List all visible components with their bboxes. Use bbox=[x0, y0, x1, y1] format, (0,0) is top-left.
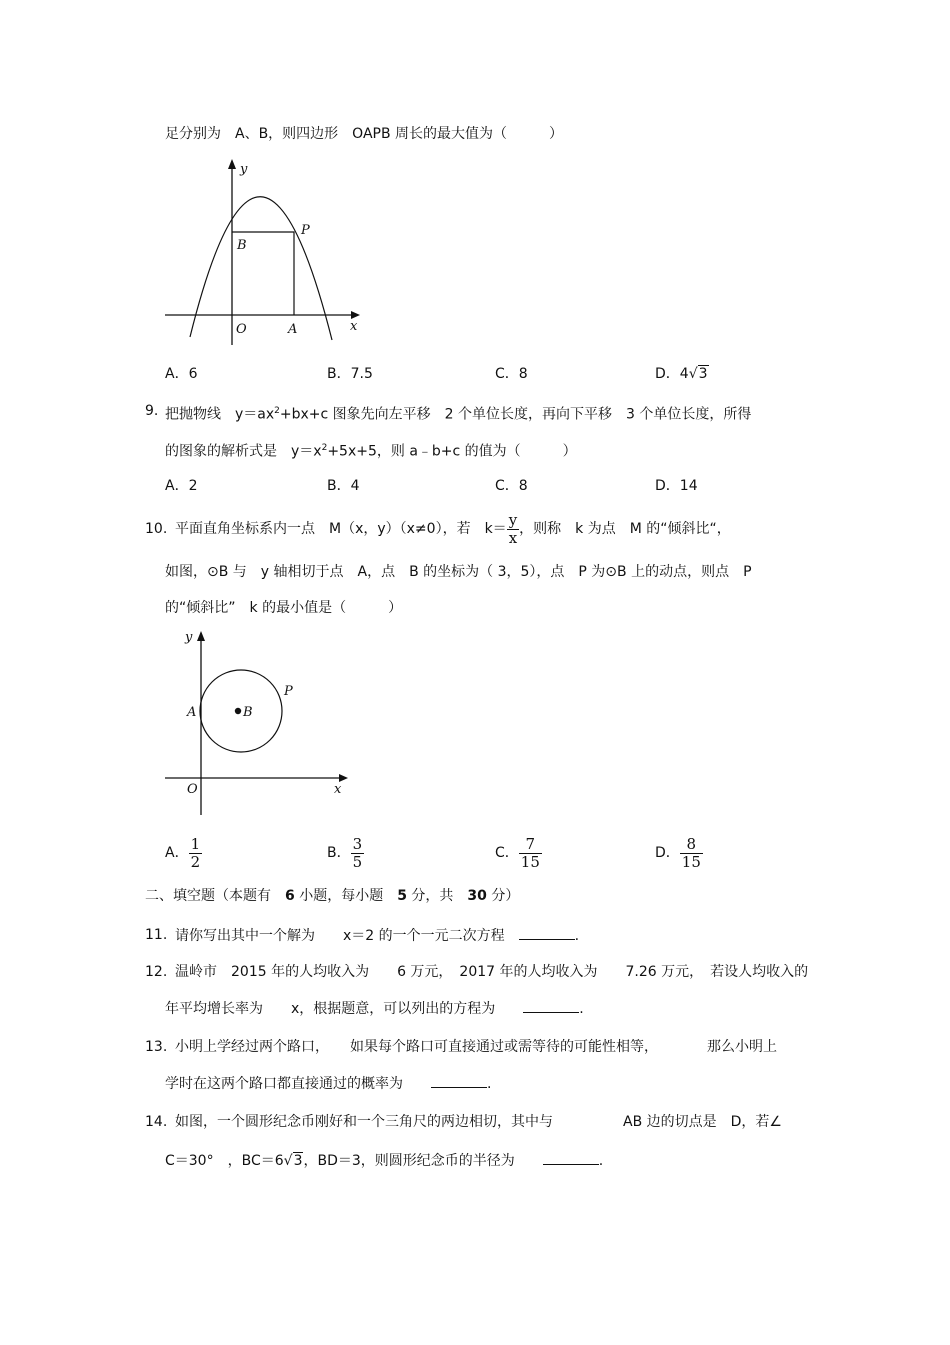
q14-stem-line-2: C＝30° ，BC＝6√3，BD＝3，则圆形纪念币的半径为 . bbox=[165, 1150, 603, 1171]
q10-option-c[interactable]: C． $\frac{7}{15}$ bbox=[495, 834, 540, 871]
q8-label-a: A bbox=[288, 322, 298, 337]
q10-label-b: B bbox=[243, 705, 253, 720]
q10-option-a[interactable]: A． $\frac{1}{2}$ bbox=[165, 834, 201, 871]
q9-option-c[interactable]: C．8 bbox=[495, 478, 528, 494]
q12-number: 12. bbox=[145, 964, 168, 980]
q8-label-x: x bbox=[350, 319, 358, 334]
q8-label-p: P bbox=[301, 223, 310, 238]
q9-stem-line-2: 的图象的解析式是 $y=x^2+5x+5$，则 a﹣b+c 的值为（ ） bbox=[165, 443, 577, 460]
q8-option-d[interactable]: D．4√3 bbox=[655, 366, 708, 382]
q10-label-a: A bbox=[187, 705, 197, 720]
q8-label-b: B bbox=[237, 238, 247, 253]
q12-stem-line-2: 年平均增长率为 x，根据题意，可以列出的方程为 . bbox=[165, 998, 584, 1019]
q10-stem-line-3: 的“倾斜比” k 的最小值是（ ） bbox=[165, 600, 403, 616]
q13-stem-line-2: 学时在这两个路口都直接通过的概率为 . bbox=[165, 1073, 491, 1094]
q10-label-o: O bbox=[187, 782, 198, 797]
q13-number: 13. bbox=[145, 1039, 168, 1055]
q8-x-arrow bbox=[351, 311, 360, 319]
q9-option-a[interactable]: A．2 bbox=[165, 478, 198, 494]
q9-number: 9. bbox=[145, 403, 159, 419]
q10-label-y: y bbox=[185, 630, 193, 645]
ratio-fraction: $\frac{y}{x}$ bbox=[508, 510, 518, 547]
sqrt-sign: √ bbox=[283, 1153, 293, 1169]
sqrt-sign: √ bbox=[688, 366, 698, 382]
q8-option-a[interactable]: A．6 bbox=[165, 366, 198, 382]
q14-number: 14. bbox=[145, 1114, 168, 1130]
q14-stem-line-1: 如图，一个圆形纪念币刚好和一个三角尺的两边相切，其中与 AB 边的切点是 D，若∠ bbox=[175, 1114, 782, 1130]
q8-label-y: y bbox=[240, 162, 248, 177]
q8-option-c[interactable]: C．8 bbox=[495, 366, 528, 382]
q8-parabola-figure bbox=[160, 155, 370, 350]
q10-label-x: x bbox=[334, 782, 342, 797]
q10-stem-line-1: 平面直角坐标系内一点 M（x，y）（x≠0），若 k＝ $\frac{y}{x}$ ，则称 k 为点 M 的“倾斜比“， bbox=[175, 510, 731, 547]
q12-stem-line-1: 温岭市 2015 年的人均收入为 6 万元， 2017 年的人均收入为 7.26 万元， 若设人均收入的 bbox=[175, 964, 809, 980]
answer-blank[interactable] bbox=[543, 1150, 599, 1165]
section-2-heading: 二、填空题（本题有 6 小题，每小题 5 分，共 30 分） bbox=[145, 888, 520, 904]
q9-option-b[interactable]: B．4 bbox=[327, 478, 360, 494]
q10-x-arrow bbox=[339, 774, 348, 782]
q13-stem-line-1: 小明上学经过两个路口， 如果每个路口可直接通过或需等待的可能性相等， 那么小明上 bbox=[175, 1039, 777, 1055]
q10-option-d[interactable]: D． $\frac{8}{15}$ bbox=[655, 834, 701, 871]
q10-center-point bbox=[235, 708, 241, 714]
q11-stem: 请你写出其中一个解为 x＝2 的一个一元二次方程 . bbox=[175, 925, 579, 946]
q10-circle-figure bbox=[160, 625, 360, 820]
answer-blank[interactable] bbox=[519, 925, 575, 940]
q10-label-p: P bbox=[284, 684, 293, 699]
answer-blank[interactable] bbox=[431, 1073, 487, 1088]
q8-label-o: O bbox=[236, 322, 247, 337]
q10-number: 10. bbox=[145, 521, 168, 537]
q11-number: 11. bbox=[145, 927, 168, 943]
q9-option-d[interactable]: D．14 bbox=[655, 478, 698, 494]
q10-y-arrow bbox=[197, 631, 205, 641]
q10-stem-line-2: 如图，⊙B 与 y 轴相切于点 A，点 B 的坐标为（ 3，5），点 P 为⊙B 上的动点，则点 P bbox=[165, 564, 752, 580]
q8-stem-line: 足分别为 A、B，则四边形 OAPB 周长的最大值为（ ） bbox=[165, 126, 564, 142]
q8-parabola bbox=[190, 197, 332, 340]
q10-option-b[interactable]: B． $\frac{3}{5}$ bbox=[327, 834, 363, 871]
q8-option-b[interactable]: B．7.5 bbox=[327, 366, 373, 382]
answer-blank[interactable] bbox=[523, 998, 579, 1013]
q8-y-arrow bbox=[228, 159, 236, 169]
q9-stem-line-1: 把抛物线 $y=ax^2+bx+c$ 图象先向左平移 2 个单位长度，再向下平移 3 个单位长度，所得 bbox=[165, 406, 752, 423]
